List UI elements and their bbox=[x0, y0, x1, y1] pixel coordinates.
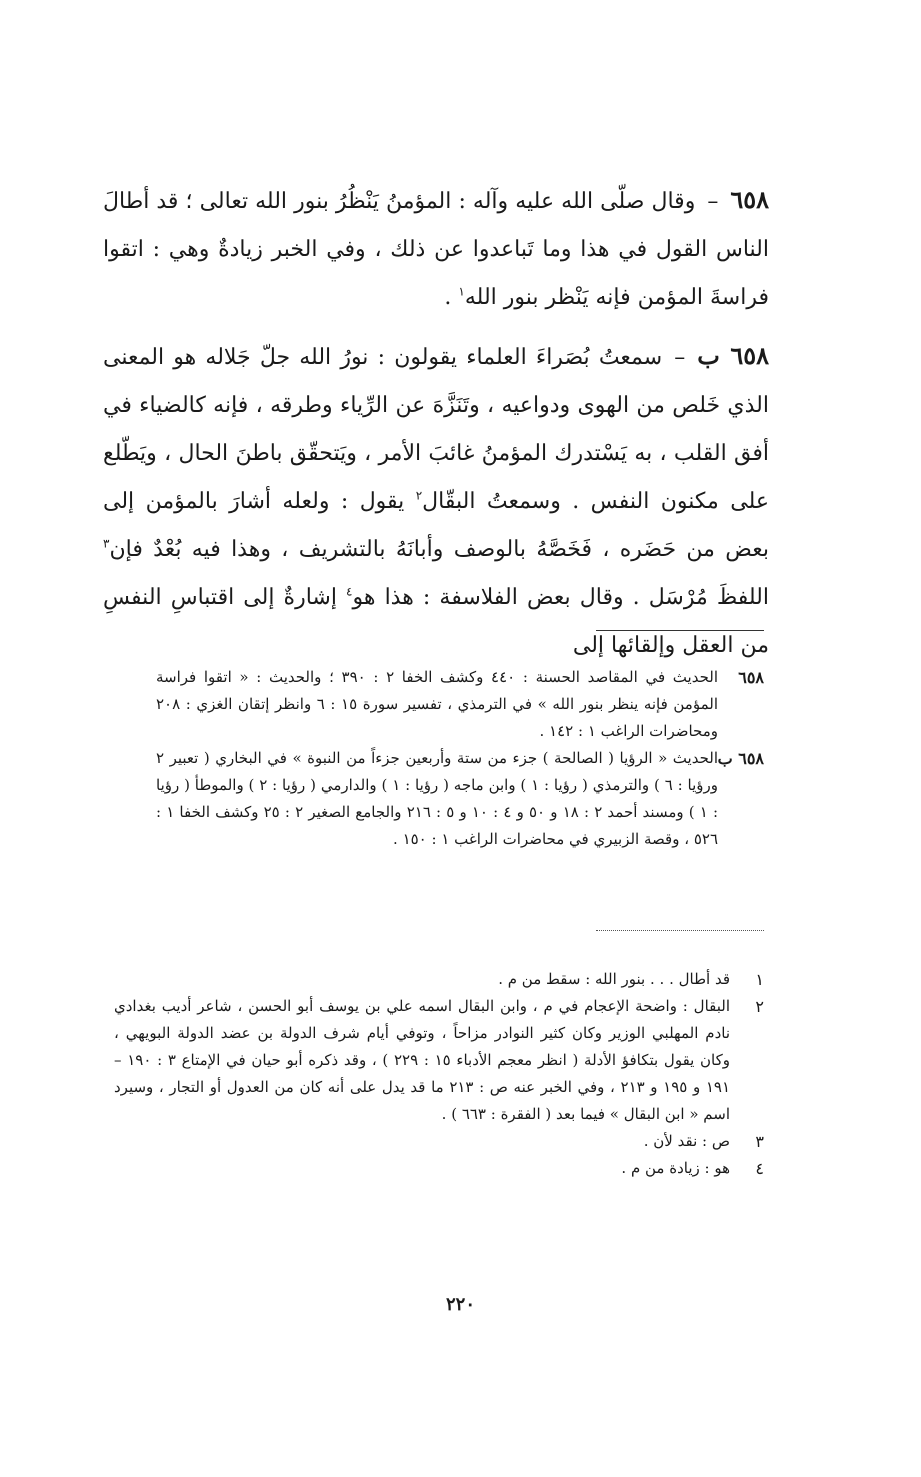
footnote-marker: ١ bbox=[458, 284, 465, 299]
source-text: الحديث في المقاصد الحسنة : ٤٤٠ وكشف الخفا ٢ : ٣٩٠ ؛ والحديث : « اتقوا فراسة المؤمن فإنه ينظر بنور الله » في الترمذي ، تفسير سورة ١٥ : ٦ وانظر إتقان الغزي : ٢٠٨ ومحاضرات الراغب ١ : ١٤٢ . bbox=[156, 668, 718, 740]
paragraph-end: . bbox=[444, 285, 459, 310]
footnote-marker: ٤ bbox=[346, 584, 353, 599]
paragraph-658b bbox=[103, 332, 769, 670]
footnote-text: ص : نقد لأن . bbox=[643, 1132, 730, 1150]
paragraph-text: يقول : ولعله أشارَ بالمؤمن إلى بعض من حَضَره ، فَخَصَّهُ بالوصف وأبانَهُ بالتشريف ، وهذا فيه بُعْدٌ فإن bbox=[103, 489, 769, 562]
footnotes bbox=[114, 966, 764, 1182]
footnote-number: ٤ bbox=[755, 1159, 764, 1178]
page-number: ٢٢٠ bbox=[445, 1294, 475, 1315]
main-text bbox=[103, 176, 769, 670]
paragraph-658 bbox=[103, 176, 769, 322]
entry-number: ٦٥٨ ب bbox=[697, 341, 769, 370]
footnote-number: ٢ bbox=[755, 997, 764, 1016]
entry-number: ٦٥٨ bbox=[730, 185, 769, 214]
paragraph-text: اللفظَ مُرْسَل . وقال بعض الفلاسفة : هذا هو bbox=[352, 585, 769, 610]
footnote bbox=[114, 1155, 764, 1182]
source-entry bbox=[156, 745, 764, 853]
source-number: ٦٥٨ bbox=[738, 668, 764, 687]
entry-dash: – bbox=[707, 189, 719, 214]
source-number: ٦٥٨ ب bbox=[717, 749, 764, 768]
footnote-number: ٣ bbox=[755, 1132, 764, 1151]
source-text: الحديث « الرؤيا ( الصالحة ) جزء من ستة وأربعين جزءاً من النبوة » في البخاري ( تعبير ٢ ورؤيا : ٦ ) والترمذي ( رؤيا : ١ ) وابن ماجه ( رؤيا : ١ ) والدارمي ( رؤيا : ٢ ) والموطأ ( رؤيا : ١ ) ومسند أحمد ٢ : ١٨ و ٥٠ و ٤ : ١٠ و ٥ : ٢١٦ والجامع الصغير ٢ : ٢٥ وكشف الخفا ١ : ٥٢٦ ، وقصة الزبيري في محاضرات الراغب ١ : ١٥٠ . bbox=[156, 749, 719, 848]
footnote bbox=[114, 966, 764, 993]
source-entry bbox=[156, 664, 764, 745]
footnote bbox=[114, 1128, 764, 1155]
footnote-text: قد أطال . . . بنور الله : سقط من م . bbox=[498, 970, 730, 988]
footnote-marker: ٣ bbox=[103, 536, 110, 551]
source-separator bbox=[596, 630, 764, 631]
footnote-text: البقال : واضحة الإعجام في م ، وابن البقال اسمه علي بن يوسف أبو الحسن ، شاعر أديب بغدادي نادم المهلبي الوزير وكان كثير النوادر مزاحاً ، وتوفي أيام شرف الدولة بن عضد الدولة البويهي ، وكان يقول بتكافؤ الأدلة ( انظر معجم الأدباء ١٥ : ٢٢٩ ) ، وقد ذكره أبو حيان في الإمتاع ٣ : ١٩٠ – ١٩١ و ١٩٥ و ٢١٣ ، وفي الخبر عنه ص : ٢١٣ ما قد يدل على أنه كان من العدول أو التجار ، وسيرد اسم « ابن البقال » فيما بعد ( الفقرة : ٦٦٣ ) . bbox=[114, 997, 730, 1123]
footnote-text: هو : زيادة من م . bbox=[621, 1159, 730, 1177]
footnote bbox=[114, 993, 764, 1128]
paragraph-text: إشارةٌ إلى اقتباسِ النفسِ من العقل وإلقائها إلى bbox=[103, 585, 769, 658]
footnote-marker: ٢ bbox=[415, 488, 423, 503]
footnote-separator bbox=[596, 930, 764, 931]
entry-dash: – bbox=[674, 345, 686, 370]
footnote-number: ١ bbox=[755, 970, 764, 989]
paragraph-text: سمعتُ بُصَراءَ العلماء يقولون : نورُ الله جلّ جَلاله هو المعنى الذي خَلص من الهوى ودواعيه ، وتَنَزَّهَ عن الرِّياء وطرقه ، فإنه كالضياء في أفق القلب ، به يَسْتدرك المؤمنُ غائبَ الأمر ، ويَتحقّق باطنَ الحال ، ويَطّلع على مكنون النفس . وسمعتُ البقّال bbox=[103, 345, 769, 514]
source-references bbox=[156, 664, 764, 853]
paragraph-text: وقال صلّى الله عليه وآله : المؤمنُ يَنْظُرُ بنور الله تعالى ؛ قد أطالَ الناس القول في هذا وما تَباعدوا عن ذلك ، وفي الخبر زيادةٌ وهي : اتقوا فراسةَ المؤمن فإنه يَنْظر بنور الله bbox=[103, 189, 769, 310]
